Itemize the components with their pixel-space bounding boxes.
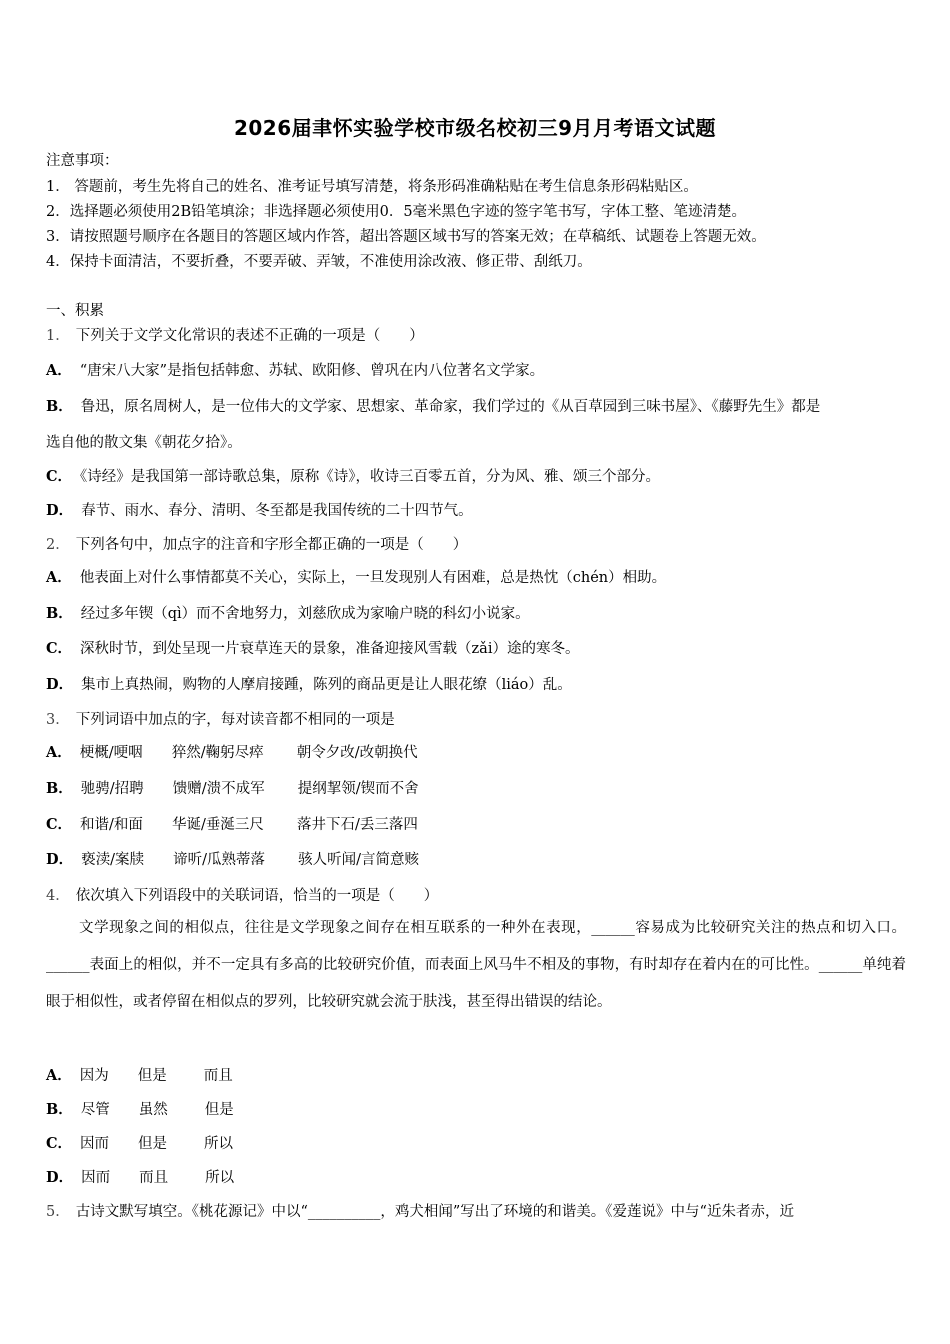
question-text: 下列各句中，加点字的注音和字形全都正确的一项是（ ）: [75, 537, 468, 553]
option-label: A．: [46, 744, 72, 761]
option-text: 集市上真热闹，购物的人摩肩接踵，陈列的商品更是让人眼花缭（liáo）乱。: [81, 677, 572, 693]
option-word: 因为: [79, 1068, 109, 1084]
option-label: B．: [46, 398, 73, 415]
question-2-option-b: [46, 604, 530, 624]
option-word: 驰骋/招聘: [80, 781, 144, 797]
option-text: 他表面上对什么事情都莫不关心，实际上，一旦发现别人有困难，总是热忱（chén）相助。: [79, 570, 667, 586]
option-label: C．: [46, 468, 73, 485]
question-2-option-c: [46, 639, 579, 659]
option-word: 所以: [204, 1136, 234, 1152]
option-text: “唐宋八大家”是指包括韩愈、苏轼、欧阳修、曾巩在内八位著名文学家。: [79, 363, 545, 379]
question-1-option-c: [46, 467, 660, 487]
question-3-option-b: [46, 779, 419, 799]
question-3-option-d: [46, 850, 419, 870]
option-label: B．: [46, 780, 73, 797]
option-text: 《诗经》是我国第一部诗歌总集，原称《诗》，收诗三百零五首，分为风、雅、颂三个部分。: [80, 469, 661, 485]
option-word: 和谐/和面: [80, 817, 143, 833]
question-number: 5．: [46, 1204, 70, 1220]
option-word: 提纲挈领/锲而不舍: [297, 781, 419, 797]
question-number: 2．: [46, 537, 70, 553]
question-number: 4．: [46, 888, 70, 904]
question-text: 古诗文默写填空。《桃花源记》中以“__________，鸡犬相闻”写出了环境的和谐美。《爱莲说》中与“近朱者赤，近: [75, 1204, 794, 1220]
option-text: 春节、雨水、春分、清明、冬至都是我国传统的二十四节气。: [81, 503, 473, 519]
option-label: B．: [46, 1101, 73, 1118]
question-1-option-b: [46, 397, 820, 417]
notice-item: 3．请按照题号顺序在各题目的答题区域内作答，超出答题区域书写的答案无效；在草稿纸、试题卷上答题无效。: [46, 229, 766, 245]
option-word: 但是: [204, 1102, 234, 1118]
option-word: 馈赠/溃不成军: [172, 781, 265, 797]
option-word: 猝然/鞠躬尽瘁: [171, 745, 264, 761]
option-label: C．: [46, 816, 73, 833]
question-4-option-b: [46, 1100, 234, 1120]
question-text: 依次填入下列语段中的关联词语，恰当的一项是（ ）: [75, 888, 439, 904]
option-label: A．: [46, 569, 72, 586]
question-2-stem: [46, 535, 467, 555]
option-word: 但是: [137, 1068, 167, 1084]
notice-item: 1． 答题前，考生先将自己的姓名、准考证号填写清楚，将条形码准确粘贴在考生信息条形码粘贴区。: [46, 179, 698, 195]
option-word: 尽管: [80, 1102, 110, 1118]
option-word: 落井下石/丢三落四: [297, 817, 418, 833]
option-label: D．: [46, 676, 74, 693]
question-3-option-a: [46, 743, 418, 763]
option-label: D．: [46, 502, 74, 519]
page-title: 2026届聿怀实验学校市级名校初三9月月考语文试题: [233, 116, 717, 140]
section-heading: 一、积累: [46, 303, 104, 319]
option-word: 因而: [81, 1170, 111, 1186]
question-2-option-a: [46, 568, 666, 588]
question-5-stem: [46, 1202, 794, 1222]
question-2-option-d: [46, 675, 572, 695]
question-number: 3．: [46, 712, 70, 728]
option-label: D．: [46, 851, 74, 868]
option-label: D．: [46, 1169, 74, 1186]
question-1-option-d: [46, 501, 473, 521]
question-1-option-a: [46, 361, 544, 381]
question-4-option-a: [46, 1066, 233, 1086]
option-word: 但是: [138, 1136, 168, 1152]
option-label: C．: [46, 1135, 73, 1152]
option-word: 梗概/哽咽: [79, 745, 143, 761]
question-number: 1．: [46, 328, 70, 344]
option-word: 因而: [80, 1136, 110, 1152]
option-label: C．: [46, 640, 73, 657]
question-4-passage: 文学现象之间的相似点，往往是文学现象之间存在相互联系的一种外在表现，______容易成为比较研究关注的热点和切入口。______表面上的相似，并不一定具有多高的比较研究价值，而表面上风马牛不相及的事物，有时却存在着内在的可比性。______单纯着眼于相似性，或者停留在相似点的罗列，比较研究就会流于肤浅，甚至得出错误的结论。: [46, 920, 906, 1010]
notice-heading: 注意事项：: [46, 153, 119, 169]
option-word: 而且: [139, 1170, 169, 1186]
question-text: 下列词语中加点的字，每对读音都不相同的一项是: [75, 712, 395, 728]
option-label: A．: [46, 1067, 72, 1084]
notice-item: 2．选择题必须使用2B铅笔填涂；非选择题必须使用0．5毫米黑色字迹的签字笔书写，字体工整、笔迹清楚。: [46, 204, 747, 220]
option-word: 骇人听闻/言简意赅: [298, 852, 419, 868]
option-word: 朝令夕改/改朝换代: [296, 745, 418, 761]
question-4-option-d: [46, 1168, 234, 1188]
option-word: 华诞/垂涎三尺: [172, 817, 264, 833]
option-word: 谛听/瓜熟蒂落: [173, 852, 265, 868]
question-1-stem: [46, 326, 424, 346]
option-text: 深秋时节，到处呈现一片衰草连天的景象，准备迎接风雪载（zǎi）途的寒冬。: [80, 641, 580, 657]
option-label: B．: [46, 605, 73, 622]
option-label: A．: [46, 362, 72, 379]
option-text: 鲁迅，原名周树人，是一位伟大的文学家、思想家、革命家，我们学过的《从百草园到三味书屋》、《藤野先生》都是: [80, 399, 821, 415]
question-1-option-b-cont: 选自他的散文集《朝花夕拾》。: [46, 435, 242, 451]
question-4-option-c: [46, 1134, 233, 1154]
question-text: 下列关于文学文化常识的表述不正确的一项是（ ）: [75, 328, 424, 344]
option-word: 虽然: [138, 1102, 168, 1118]
notice-item: 4．保持卡面清洁，不要折叠，不要弄破、弄皱，不准使用涂改液、修正带、刮纸刀。: [46, 254, 592, 270]
option-word: 所以: [205, 1170, 235, 1186]
question-4-stem: [46, 886, 438, 906]
question-3-stem: [46, 710, 395, 730]
option-word: 而且: [203, 1068, 233, 1084]
question-3-option-c: [46, 815, 418, 835]
option-word: 亵渎/案牍: [81, 852, 144, 868]
option-text: 经过多年锲（qì）而不舍地努力，刘慈欣成为家喻户晓的科幻小说家。: [80, 606, 530, 622]
